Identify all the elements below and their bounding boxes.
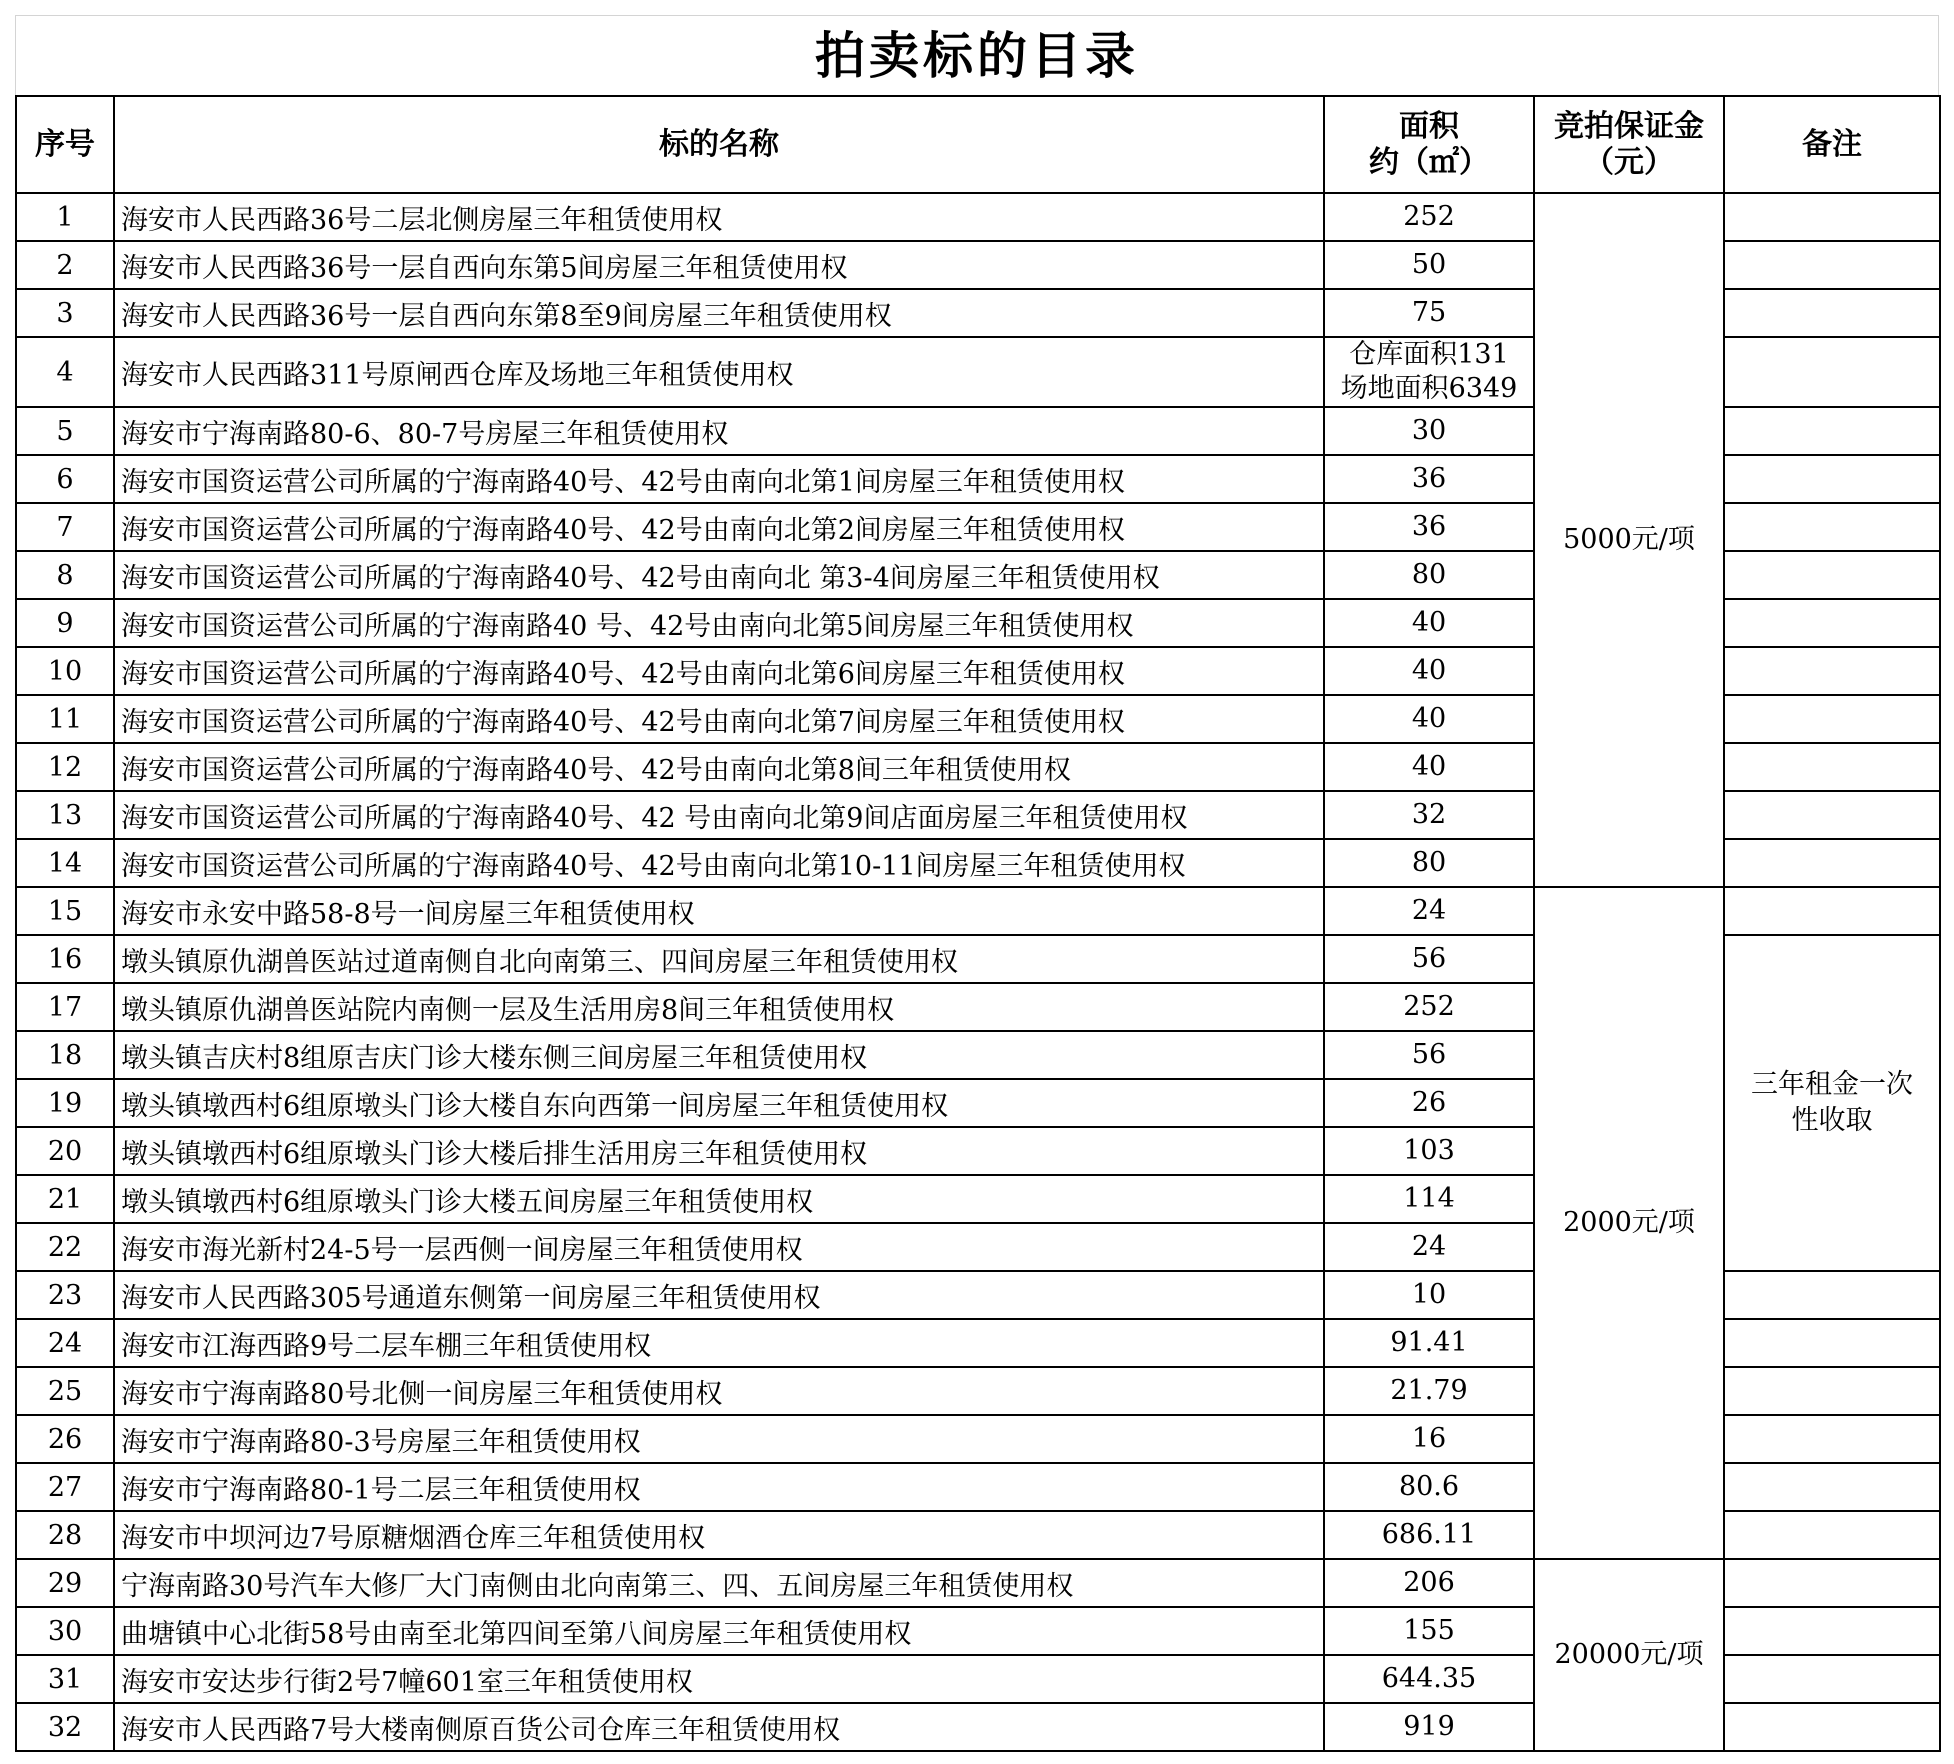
row-no: 5 xyxy=(16,407,114,455)
row-name: 墩头镇墩西村6组原墩头门诊大楼自东向西第一间房屋三年租赁使用权 xyxy=(114,1079,1324,1127)
row-no: 11 xyxy=(16,695,114,743)
row-name: 海安市国资运营公司所属的宁海南路40号、42号由南向北第10-11间房屋三年租赁使用权 xyxy=(114,839,1324,887)
table-row xyxy=(16,887,1940,935)
row-area: 114 xyxy=(1324,1175,1534,1223)
row-no: 7 xyxy=(16,503,114,551)
row-no: 19 xyxy=(16,1079,114,1127)
row-area: 36 xyxy=(1324,503,1534,551)
row-note xyxy=(1724,887,1940,935)
row-note xyxy=(1724,791,1940,839)
page-title: 拍卖标的目录 xyxy=(815,27,1139,85)
row-area xyxy=(1324,337,1534,407)
row-note xyxy=(1724,839,1940,887)
row-name: 曲塘镇中心北街58号由南至北第四间至第八间房屋三年租赁使用权 xyxy=(114,1607,1324,1655)
row-name: 海安市国资运营公司所属的宁海南路40号、42 号由南向北第9间店面房屋三年租赁使用权 xyxy=(114,791,1324,839)
row-area: 24 xyxy=(1324,1223,1534,1271)
row-name: 海安市宁海南路80-1号二层三年租赁使用权 xyxy=(114,1463,1324,1511)
row-name: 墩头镇原仇湖兽医站过道南侧自北向南第三、四间房屋三年租赁使用权 xyxy=(114,935,1324,983)
row-name: 墩头镇原仇湖兽医站院内南侧一层及生活用房8间三年租赁使用权 xyxy=(114,983,1324,1031)
row-note xyxy=(1724,743,1940,791)
row-area: 80.6 xyxy=(1324,1463,1534,1511)
row-area: 21.79 xyxy=(1324,1367,1534,1415)
row-note xyxy=(1724,1511,1940,1559)
row-name: 海安市安达步行街2号7幢601室三年租赁使用权 xyxy=(114,1655,1324,1703)
row-note xyxy=(1724,1319,1940,1367)
row-name: 海安市国资运营公司所属的宁海南路40号、42号由南向北第6间房屋三年租赁使用权 xyxy=(114,647,1324,695)
row-area: 75 xyxy=(1324,289,1534,337)
row-no: 29 xyxy=(16,1559,114,1607)
row-area: 252 xyxy=(1324,983,1534,1031)
row-note xyxy=(1724,599,1940,647)
row-name: 海安市人民西路36号二层北侧房屋三年租赁使用权 xyxy=(114,193,1324,241)
row-area: 252 xyxy=(1324,193,1534,241)
row-name: 海安市国资运营公司所属的宁海南路40号、42号由南向北第1间房屋三年租赁使用权 xyxy=(114,455,1324,503)
header-area-line1: 面积 xyxy=(1399,108,1459,144)
row-no: 9 xyxy=(16,599,114,647)
row-name: 海安市宁海南路80号北侧一间房屋三年租赁使用权 xyxy=(114,1367,1324,1415)
row-note xyxy=(1724,1367,1940,1415)
row-name: 海安市海光新村24-5号一层西侧一间房屋三年租赁使用权 xyxy=(114,1223,1324,1271)
row-area: 24 xyxy=(1324,887,1534,935)
header-note: 备注 xyxy=(1724,96,1940,193)
row-no: 27 xyxy=(16,1463,114,1511)
header-name: 标的名称 xyxy=(114,96,1324,193)
row-area: 10 xyxy=(1324,1271,1534,1319)
row-no: 3 xyxy=(16,289,114,337)
row-name: 海安市宁海南路80-3号房屋三年租赁使用权 xyxy=(114,1415,1324,1463)
row-area: 40 xyxy=(1324,743,1534,791)
row-name: 海安市江海西路9号二层车棚三年租赁使用权 xyxy=(114,1319,1324,1367)
row-name: 墩头镇吉庆村8组原吉庆门诊大楼东侧三间房屋三年租赁使用权 xyxy=(114,1031,1324,1079)
row-note xyxy=(1724,241,1940,289)
row-area: 50 xyxy=(1324,241,1534,289)
row-no: 17 xyxy=(16,983,114,1031)
row-no: 2 xyxy=(16,241,114,289)
row-no: 28 xyxy=(16,1511,114,1559)
row-area: 40 xyxy=(1324,695,1534,743)
row-name: 海安市国资运营公司所属的宁海南路40号、42号由南向北第7间房屋三年租赁使用权 xyxy=(114,695,1324,743)
table-row xyxy=(16,1559,1940,1607)
row-no: 10 xyxy=(16,647,114,695)
header-deposit-line1: 竞拍保证金 xyxy=(1554,108,1704,144)
row-area: 80 xyxy=(1324,551,1534,599)
row-no: 8 xyxy=(16,551,114,599)
row-note xyxy=(1724,1655,1940,1703)
row-note xyxy=(1724,193,1940,241)
row-area: 40 xyxy=(1324,647,1534,695)
row-note xyxy=(1724,1271,1940,1319)
row-name: 海安市人民西路36号一层自西向东第8至9间房屋三年租赁使用权 xyxy=(114,289,1324,337)
row-area: 32 xyxy=(1324,791,1534,839)
header-deposit xyxy=(1534,96,1724,193)
row-note xyxy=(1724,551,1940,599)
row-name: 海安市人民西路305号通道东侧第一间房屋三年租赁使用权 xyxy=(114,1271,1324,1319)
row-name: 海安市国资运营公司所属的宁海南路40号、42号由南向北 第3-4间房屋三年租赁使用权 xyxy=(114,551,1324,599)
header-deposit-line2: （元） xyxy=(1584,144,1674,180)
row-area: 56 xyxy=(1324,1031,1534,1079)
row-note xyxy=(1724,1703,1940,1751)
row-name: 海安市人民西路311号原闸西仓库及场地三年租赁使用权 xyxy=(114,337,1324,407)
header-no: 序号 xyxy=(16,96,114,193)
row-no: 26 xyxy=(16,1415,114,1463)
row-name: 墩头镇墩西村6组原墩头门诊大楼后排生活用房三年租赁使用权 xyxy=(114,1127,1324,1175)
row-area-line2: 场地面积6349 xyxy=(1340,373,1518,404)
row-no: 24 xyxy=(16,1319,114,1367)
row-no: 15 xyxy=(16,887,114,935)
row-no: 20 xyxy=(16,1127,114,1175)
row-no: 31 xyxy=(16,1655,114,1703)
table-row xyxy=(16,193,1940,241)
row-note xyxy=(1724,1463,1940,1511)
deposit-group-3: 20000元/项 xyxy=(1534,1559,1724,1751)
row-area: 155 xyxy=(1324,1607,1534,1655)
row-note xyxy=(1724,695,1940,743)
header-row xyxy=(16,96,1940,193)
row-no: 16 xyxy=(16,935,114,983)
row-no: 21 xyxy=(16,1175,114,1223)
row-area: 56 xyxy=(1324,935,1534,983)
row-note xyxy=(1724,1559,1940,1607)
deposit-group-1: 5000元/项 xyxy=(1534,193,1724,887)
row-area: 40 xyxy=(1324,599,1534,647)
row-name: 海安市永安中路58-8号一间房屋三年租赁使用权 xyxy=(114,887,1324,935)
row-area: 206 xyxy=(1324,1559,1534,1607)
deposit-group-2: 2000元/项 xyxy=(1534,887,1724,1559)
row-area-line1: 仓库面积131 xyxy=(1349,339,1509,370)
row-area: 16 xyxy=(1324,1415,1534,1463)
grid-line xyxy=(15,15,1939,16)
row-no: 14 xyxy=(16,839,114,887)
row-name: 海安市宁海南路80-6、80-7号房屋三年租赁使用权 xyxy=(114,407,1324,455)
row-name: 墩头镇墩西村6组原墩头门诊大楼五间房屋三年租赁使用权 xyxy=(114,1175,1324,1223)
row-name: 宁海南路30号汽车大修厂大门南侧由北向南第三、四、五间房屋三年租赁使用权 xyxy=(114,1559,1324,1607)
row-no: 12 xyxy=(16,743,114,791)
row-area: 919 xyxy=(1324,1703,1534,1751)
grid-line xyxy=(1938,15,1939,95)
row-name: 海安市国资运营公司所属的宁海南路40 号、42号由南向北第5间房屋三年租赁使用权 xyxy=(114,599,1324,647)
row-area: 686.11 xyxy=(1324,1511,1534,1559)
row-no: 32 xyxy=(16,1703,114,1751)
row-no: 1 xyxy=(16,193,114,241)
header-area xyxy=(1324,96,1534,193)
row-no: 22 xyxy=(16,1223,114,1271)
row-no: 6 xyxy=(16,455,114,503)
row-no: 23 xyxy=(16,1271,114,1319)
row-no: 18 xyxy=(16,1031,114,1079)
row-name: 海安市中坝河边7号原糖烟酒仓库三年租赁使用权 xyxy=(114,1511,1324,1559)
note-line2: 性收取 xyxy=(1791,1105,1873,1136)
row-area: 644.35 xyxy=(1324,1655,1534,1703)
row-note xyxy=(1724,289,1940,337)
row-no: 13 xyxy=(16,791,114,839)
row-area: 91.41 xyxy=(1324,1319,1534,1367)
row-note xyxy=(1724,1607,1940,1655)
row-no: 30 xyxy=(16,1607,114,1655)
header-area-line2: 约（㎡） xyxy=(1369,144,1489,180)
row-name: 海安市人民西路7号大楼南侧原百货公司仓库三年租赁使用权 xyxy=(114,1703,1324,1751)
row-name: 海安市国资运营公司所属的宁海南路40号、42号由南向北第8间三年租赁使用权 xyxy=(114,743,1324,791)
row-note xyxy=(1724,647,1940,695)
row-note xyxy=(1724,407,1940,455)
row-note xyxy=(1724,337,1940,407)
row-no: 25 xyxy=(16,1367,114,1415)
row-note xyxy=(1724,503,1940,551)
row-area: 36 xyxy=(1324,455,1534,503)
row-name: 海安市国资运营公司所属的宁海南路40号、42号由南向北第2间房屋三年租赁使用权 xyxy=(114,503,1324,551)
row-note xyxy=(1724,455,1940,503)
row-name: 海安市人民西路36号一层自西向东第5间房屋三年租赁使用权 xyxy=(114,241,1324,289)
row-area: 80 xyxy=(1324,839,1534,887)
note-line1: 三年租金一次 xyxy=(1751,1069,1913,1100)
note-merged xyxy=(1724,935,1940,1271)
row-no: 4 xyxy=(16,337,114,407)
row-note xyxy=(1724,1415,1940,1463)
row-area: 26 xyxy=(1324,1079,1534,1127)
row-area: 30 xyxy=(1324,407,1534,455)
row-area: 103 xyxy=(1324,1127,1534,1175)
auction-table xyxy=(15,95,1941,1752)
